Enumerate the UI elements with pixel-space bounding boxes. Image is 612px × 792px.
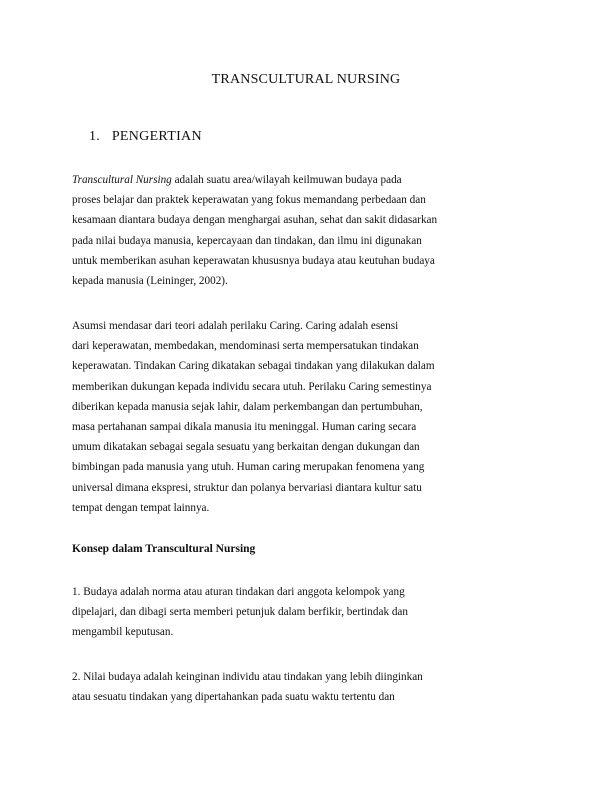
list-item: [72, 667, 492, 707]
paragraph-line: dari keperawatan, membedakan, mendominasi serta mempersatukan tindakan: [72, 340, 419, 353]
paragraph-caring: [72, 316, 492, 518]
paragraph-line: tempat dengan tempat lainnya.: [72, 501, 210, 514]
paragraph-line: Transcultural Nursing adalah suatu area/wilayah keilmuwan budaya pada: [72, 174, 402, 186]
paragraph-line: keperawatan. Tindakan Caring dikatakan sebagai tindakan yang dilakukan dalam: [72, 360, 435, 373]
paragraph-line: pada nilai budaya manusia, kepercayaan dan tindakan, dan ilmu ini digunakan: [72, 234, 422, 247]
paragraph-line: 1. Budaya adalah norma atau aturan tindakan dari anggota kelompok yang: [72, 586, 405, 598]
paragraph-line: mengambil keputusan.: [72, 626, 174, 639]
subsection-heading: Konsep dalam Transcultural Nursing: [72, 543, 256, 555]
paragraph-line: Asumsi mendasar dari teori adalah perilaku Caring. Caring adalah esensi: [72, 320, 399, 332]
paragraph-line: kepada manusia (Leininger, 2002).: [72, 275, 228, 288]
paragraph-line: dipelajari, dan dibagi serta memberi petunjuk dalam berfikir, bertindak dan: [72, 606, 408, 619]
paragraph-line: bimbingan pada manusia yang utuh. Human caring merupakan fenomena yang: [72, 461, 425, 474]
section-heading-text: PENGERTIAN: [111, 129, 202, 144]
italic-term: Transcultural Nursing: [72, 174, 172, 186]
paragraph-definition: [72, 170, 492, 291]
paragraph-line: 2. Nilai budaya adalah keinginan individu atau tindakan yang lebih diinginkan: [72, 671, 423, 683]
section-number: 1.: [89, 129, 101, 144]
paragraph-line: diberikan kepada manusia sejak lahir, dalam perkembangan dan pertumbuhan,: [72, 400, 423, 413]
paragraph-line: umum dikatakan sebagai segala sesuatu yang berkaitan dengan dukungan dan: [72, 441, 420, 454]
list-item: [72, 582, 492, 643]
paragraph-line: universal dimana ekspresi, struktur dan polanya bervariasi diantara kultur satu: [72, 481, 422, 494]
paragraph-line: memberikan dukungan kepada individu secara utuh. Perilaku Caring semestinya: [72, 380, 432, 393]
paragraph-line: untuk memberikan asuhan keperawatan khususnya budaya atau keutuhan budaya: [72, 254, 435, 267]
paragraph-line: kesamaan diantara budaya dengan menghargai asuhan, sehat dan sakit didasarkan: [72, 214, 438, 227]
paragraph-line: proses belajar dan praktek keperawatan yang fokus memandang perbedaan dan: [72, 194, 426, 207]
document-title: TRANSCULTURAL NURSING: [211, 72, 401, 87]
paragraph-line: masa pertahanan sampai dikala manusia itu meninggal. Human caring secara: [72, 421, 417, 434]
section-heading: [89, 129, 202, 145]
paragraph-line: atau sesuatu tindakan yang dipertahankan pada suatu waktu tertentu dan: [72, 691, 395, 704]
